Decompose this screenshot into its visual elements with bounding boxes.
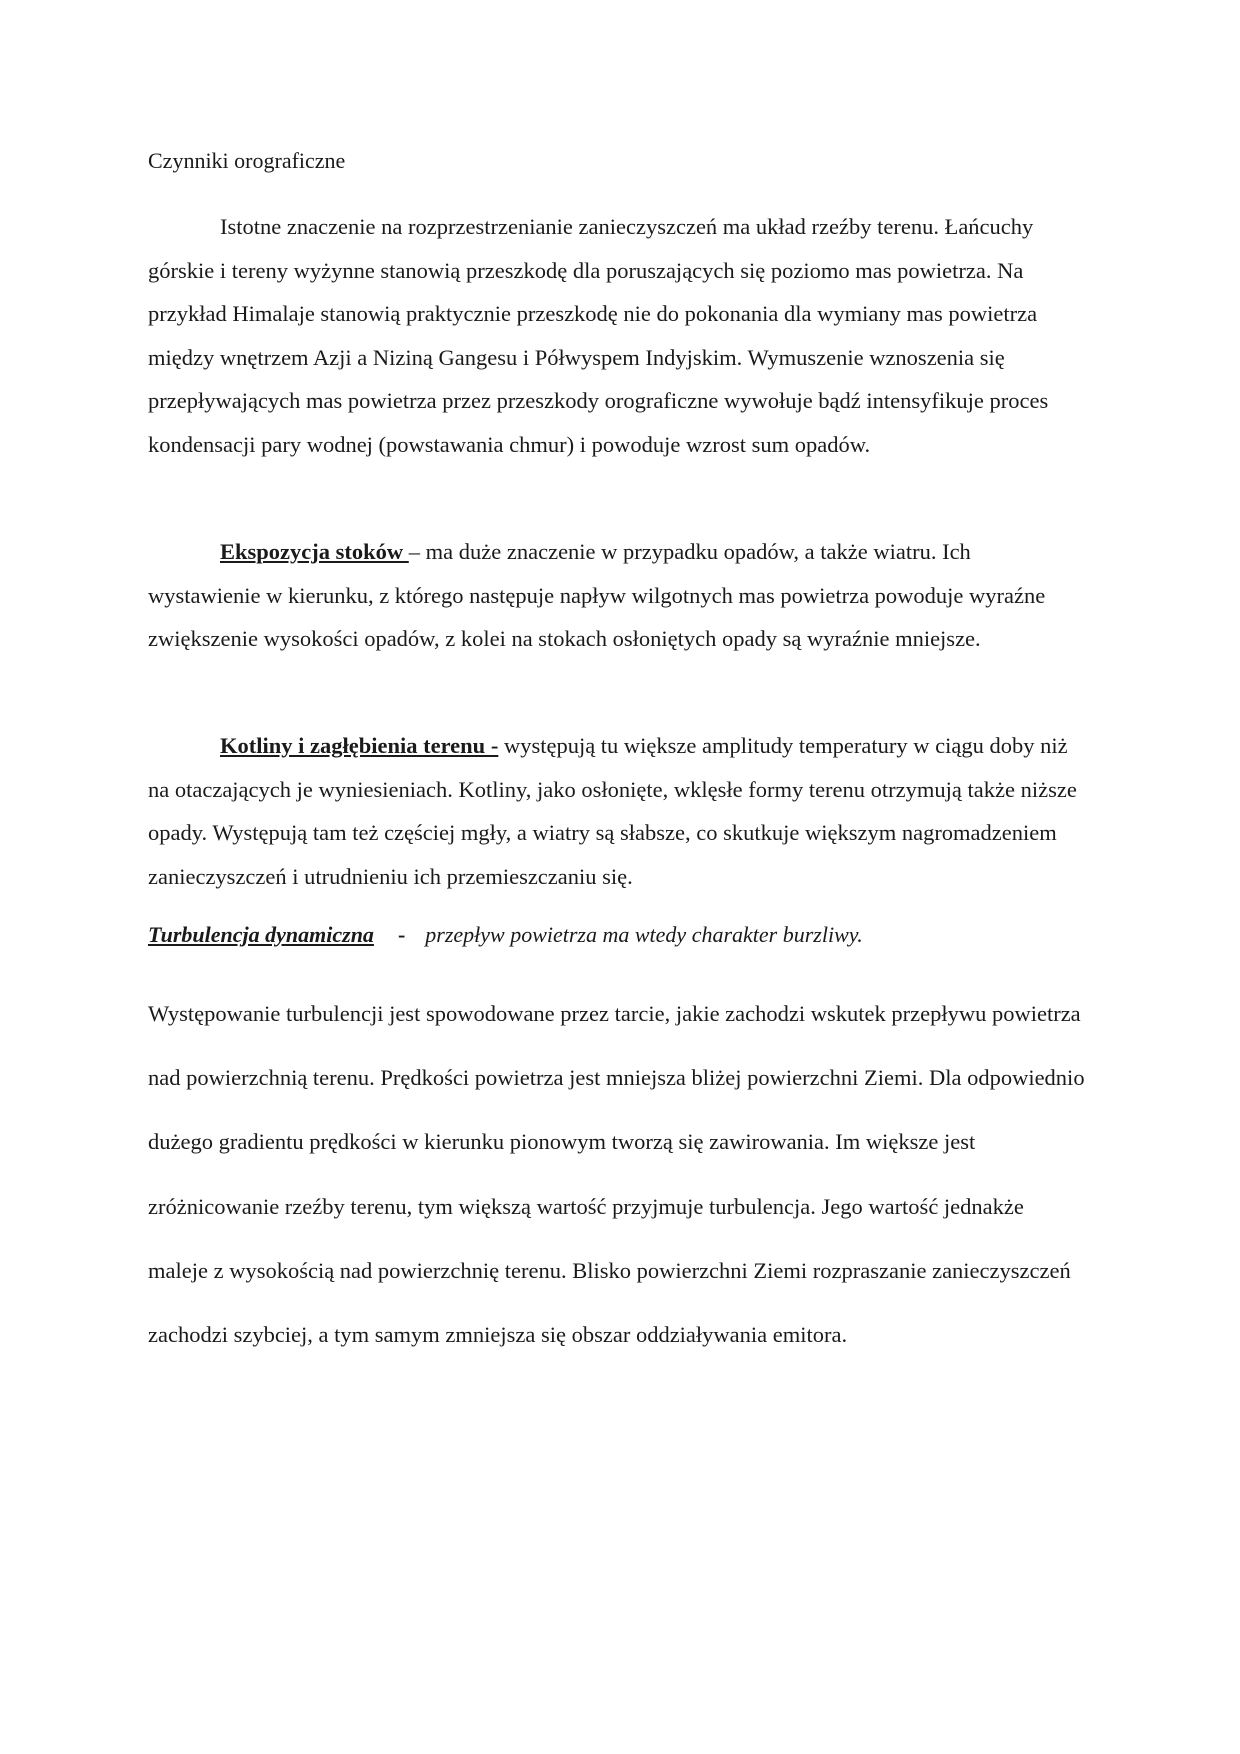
paragraph-turbulence: Występowanie turbulencji jest spowodowane przez tarcie, jakie zachodzi wskutek przepływu powietrza nad powierzchnią terenu. Prędkości powietrza jest mniejsza bliżej powierzchni Ziemi. Dla odpowiednio dużego gradientu prędkości w kierunku pionowym tworzą się zawirowania. Im większe jest zróżnicowanie rzeźby terenu, tym większą wartość przyjmuje turbulencja. Jego wartość jednakże maleje z wysokością nad powierzchnię terenu. Blisko powierzchni Ziemi rozpraszanie zanieczyszczeń zachodzi szybciej, a tym samym zmniejsza się obszar oddziaływania emitora.	[148, 1001, 1085, 1348]
paragraph-text: występują tu większe amplitudy temperatury w ciągu doby niż na otaczających je wyniesieniach. Kotliny, jako osłonięte, wklęsłe formy terenu otrzymują także niższe opady. Występują tam też częściej mgły, a wiatry są słabsze, co skutkuje większym nagromadzeniem zanieczyszczeń i utrudnieniu ich przemieszczaniu się.	[148, 733, 1077, 889]
term-slope-exposure: Ekspozycja stoków	[220, 539, 409, 564]
turbulence-description: przepływ powietrza ma wtedy charakter burzliwy.	[425, 922, 863, 947]
paragraph-basins	[148, 724, 1088, 898]
term-basins: Kotliny i zagłębienia terenu -	[220, 733, 499, 758]
heading-dash: -	[397, 922, 406, 947]
term-turbulence: Turbulencja dynamiczna	[148, 922, 374, 947]
section-heading: Czynniki orograficzne	[148, 148, 346, 173]
paragraph-orographic-intro	[148, 205, 1088, 466]
turbulence-heading	[148, 921, 863, 949]
paragraph-text: Istotne znaczenie na rozprzestrzenianie zanieczyszczeń ma układ rzeźby terenu. Łańcuchy górskie i tereny wyżynne stanowią przeszkodę dla poruszających się poziomo mas powietrza. Na przykład Himalaje stanowią praktycznie przeszkodę nie do pokonania dla wymiany mas powietrza między wnętrzem Azji a Niziną Gangesu i Półwyspem Indyjskim. Wymuszenie wznoszenia się przepływających mas powietrza przez przeszkody orograficzne wywołuje bądź intensyfikuje proces kondensacji pary wodnej (powstawania chmur) i powoduje wzrost sum opadów.	[148, 214, 1049, 457]
paragraph-text: – ma duże znaczenie w przypadku opadów, a także wiatru. Ich wystawienie w kierunku, z którego następuje napływ wilgotnych mas powietrza powoduje wyraźne zwiększenie wysokości opadów, z kolei na stokach osłoniętych opady są wyraźnie mniejsze.	[148, 539, 1046, 651]
paragraph-slope-exposure	[148, 530, 1088, 661]
